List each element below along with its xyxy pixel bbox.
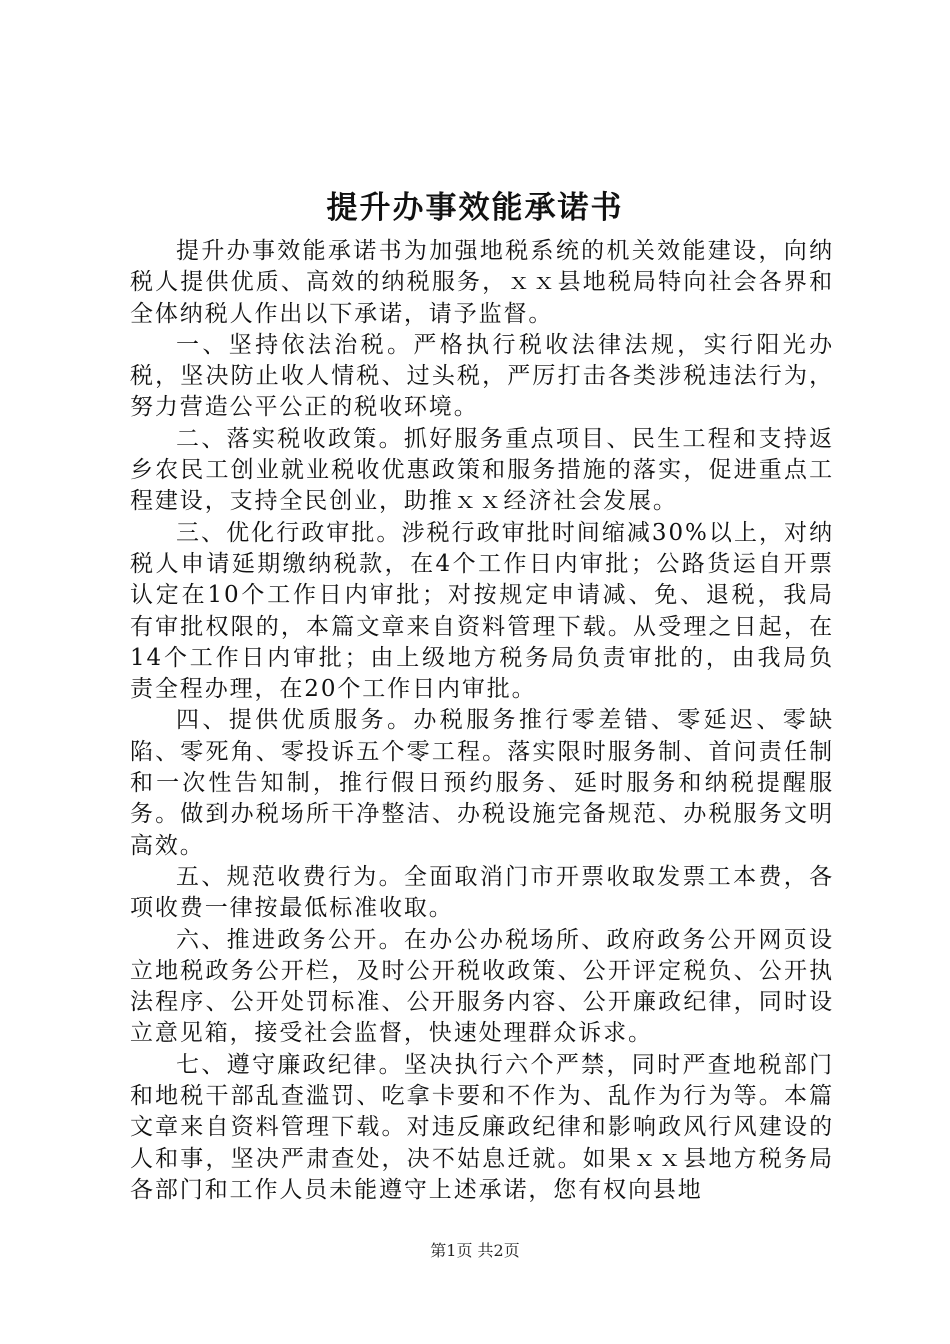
page-number-footer: 第1页 共2页 [430,1241,520,1260]
paragraph-item-2: 二、落实税收政策。抓好服务重点项目、民生工程和支持返乡农民工创业就业税收优惠政策和服务措施的落实，促进重点工程建设，支持全民创业，助推ｘｘ经济社会发展。 [130,425,834,515]
document-title: 提升办事效能承诺书 [326,190,624,226]
document-body [130,236,834,1206]
paragraph-item-1: 一、坚持依法治税。严格执行税收法律法规，实行阳光办税，坚决防止收人情税、过头税，严厉打击各类涉税违法行为，努力营造公平公正的税收环境。 [130,331,834,421]
paragraph-item-4: 四、提供优质服务。办税服务推行零差错、零延迟、零缺陷、零死角、零投诉五个零工程。落实限时服务制、首问责任制和一次性告知制，推行假日预约服务、延时服务和纳税提醒服务。做到办税场所干净整洁、办税设施完备规范、办税服务文明高效。 [130,707,834,859]
paragraph-item-7: 七、遵守廉政纪律。坚决执行六个严禁，同时严查地税部门和地税干部乱查滥罚、吃拿卡要和不作为、乱作为行为等。本篇文章来自资料管理下载。对违反廉政纪律和影响政风行风建设的人和事，坚决严肃查处，决不姑息迁就。如果ｘｘ县地方税务局各部门和工作人员未能遵守上述承诺，您有权向县地 [130,1051,834,1203]
paragraph-item-3: 三、优化行政审批。涉税行政审批时间缩减30%以上，对纳税人申请延期缴纳税款，在4个工作日内审批；公路货运自开票认定在10个工作日内审批；对按规定申请减、免、退税，我局有审批权限的，本篇文章来自资料管理下载。从受理之日起，在14个工作日内审批；由上级地方税务局负责审批的，由我局负责全程办理，在20个工作日内审批。 [130,519,834,703]
paragraph-item-5: 五、规范收费行为。全面取消门市开票收取发票工本费，各项收费一律按最低标准收取。 [130,863,834,922]
paragraph-item-6: 六、推进政务公开。在办公办税场所、政府政务公开网页设立地税政务公开栏，及时公开税收政策、公开评定税负、公开执法程序、公开处罚标准、公开服务内容、公开廉政纪律，同时设立意见箱，接受社会监督，快速处理群众诉求。 [130,926,834,1047]
paragraph-intro: 提升办事效能承诺书为加强地税系统的机关效能建设，向纳税人提供优质、高效的纳税服务，ｘｘ县地税局特向社会各界和全体纳税人作出以下承诺，请予监督。 [130,238,834,327]
